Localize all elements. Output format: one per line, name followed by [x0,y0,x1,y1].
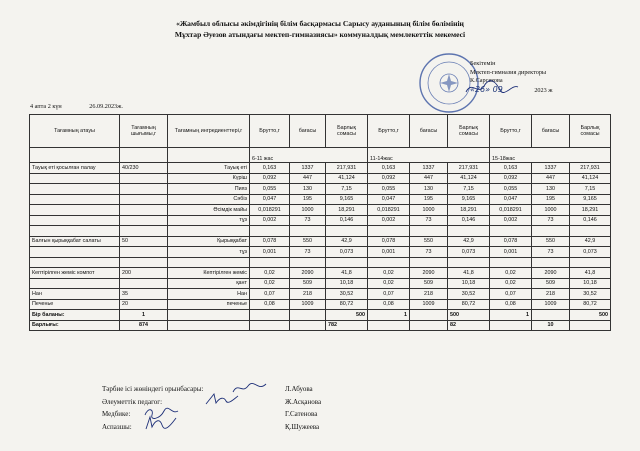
ingredient-cell: тұз [168,215,250,226]
dish-name-cell: Нан [30,289,120,300]
table-cell: 0,001 [250,247,290,258]
total-cell: 500 [448,310,490,321]
table-cell: 0,02 [490,278,532,289]
dish-name-cell: Печенье [30,299,120,310]
table-row [30,247,611,258]
menu-table [29,114,611,331]
dish-name-cell: Тауық еті қосылған палау [30,163,120,174]
total-cell: 500 [570,310,611,321]
ingredient-cell [168,257,250,268]
table-cell: 20 [120,299,168,310]
table-cell: 218 [410,289,448,300]
table-cell [250,257,290,268]
table-cell: 217,931 [326,163,368,174]
table-cell: 509 [290,278,326,289]
total-cell: 10 [532,320,570,331]
table-cell [532,226,570,237]
dish-name-cell [30,247,120,258]
table-row [30,257,611,268]
handwritten-signature-icon [202,391,242,407]
ingredient-cell [168,226,250,237]
table-cell: 195 [290,194,326,205]
table-cell: 80,72 [570,299,611,310]
per-child-row [30,310,611,321]
age-group: 6-11 жас [250,148,368,163]
ingredient-cell: печенье [168,299,250,310]
table-cell: 447 [290,173,326,184]
col-header: бағасы [410,115,448,148]
table-cell: 30,52 [448,289,490,300]
document-title [0,18,640,40]
table-cell [410,226,448,237]
table-cell: 2090 [410,268,448,279]
total-cell: 874 [120,320,168,331]
grand-total-row [30,320,611,331]
table-cell: 0,092 [368,173,410,184]
ingredient-cell: қант [168,278,250,289]
table-row [30,278,611,289]
signature-role: Медбике: [102,410,131,418]
table-cell: 7,15 [326,184,368,195]
total-cell: 82 [448,320,490,331]
table-cell: 130 [290,184,326,195]
table-row [30,205,611,216]
table-cell: 0,047 [250,194,290,205]
table-cell: 0,018291 [250,205,290,216]
ingredient-cell: Пияз [168,184,250,195]
ingredient-cell: тұз [168,247,250,258]
table-cell: 0,146 [448,215,490,226]
table-cell: 41,8 [570,268,611,279]
table-cell: 1009 [290,299,326,310]
table-cell: 0,073 [570,247,611,258]
signature-row [102,383,522,396]
table-cell: 0,092 [490,173,532,184]
table-cell: 0,163 [368,163,410,174]
table-cell: 73 [290,247,326,258]
table-cell: 550 [410,236,448,247]
col-header: Тағамның атауы [30,115,120,148]
table-cell: 0,002 [368,215,410,226]
signature-role: Әлеуметтік педагог: [102,397,163,406]
table-cell: 7,15 [570,184,611,195]
table-body [30,163,611,310]
table-cell: 217,931 [570,163,611,174]
table-cell: 40/230 [120,163,168,174]
table-cell: 0,02 [250,278,290,289]
signature-block [102,383,522,433]
total-cell: 1 [490,310,532,321]
table-cell: 9,165 [326,194,368,205]
table-cell: 0,018291 [490,205,532,216]
col-header: Барлық сомасы [570,115,611,148]
approval-handwritten-date: «26» 09 [470,84,503,94]
table-cell: 195 [410,194,448,205]
table-cell: 0,092 [250,173,290,184]
table-cell: 0,047 [368,194,410,205]
table-cell: 200 [120,268,168,279]
table-cell: 0,08 [368,299,410,310]
table-cell: 130 [532,184,570,195]
dish-name-cell [30,226,120,237]
col-header: Брутто,г [250,115,290,148]
total-cell: 782 [326,320,368,331]
table-cell: 1337 [410,163,448,174]
table-cell: 0,002 [250,215,290,226]
col-header: Брутто,г [368,115,410,148]
table-cell: 0,055 [250,184,290,195]
ingredient-cell: Күріш [168,173,250,184]
table-cell: 18,291 [326,205,368,216]
table-row [30,173,611,184]
table-cell [410,257,448,268]
table-cell: 30,52 [326,289,368,300]
table-cell: 41,124 [570,173,611,184]
col-header: бағасы [532,115,570,148]
total-cell: 1 [368,310,410,321]
table-cell [326,257,368,268]
table-cell: 0,001 [368,247,410,258]
ingredient-cell: Кептірілген жеміс [168,268,250,279]
table-cell: 217,931 [448,163,490,174]
table-cell [448,257,490,268]
table-cell [250,226,290,237]
handwritten-signature-icon [142,415,182,431]
table-cell: 0,001 [490,247,532,258]
table-cell: 1000 [532,205,570,216]
table-cell [120,184,168,195]
table-cell: 0,02 [490,268,532,279]
table-cell: 73 [532,215,570,226]
table-row [30,163,611,174]
table-cell: 1337 [532,163,570,174]
signature-role: Тәрбие ісі жөніндегі орынбасары: [102,385,204,393]
table-cell: 41,8 [448,268,490,279]
ingredient-cell: Қырыққабат [168,236,250,247]
table-cell: 130 [410,184,448,195]
table-cell [120,278,168,289]
table-cell [490,226,532,237]
age-group: 15-18жас [490,148,611,163]
table-cell: 1009 [532,299,570,310]
table-row [30,184,611,195]
table-cell [120,205,168,216]
table-cell: 50 [120,236,168,247]
approval-title: Бекітемін [470,60,496,67]
table-cell: 73 [532,247,570,258]
table-cell: 0,002 [490,215,532,226]
table-cell: 550 [290,236,326,247]
table-header-row [30,115,611,148]
table-cell [570,257,611,268]
table-cell: 42,9 [570,236,611,247]
table-cell: 0,07 [490,289,532,300]
table-cell: 10,18 [326,278,368,289]
table-cell: 10,18 [448,278,490,289]
table-cell: 0,078 [368,236,410,247]
table-cell: 2090 [290,268,326,279]
table-cell: 218 [290,289,326,300]
table-cell: 0,146 [326,215,368,226]
approval-name: К.Сарсекова [470,77,503,85]
table-row [30,194,611,205]
table-row [30,299,611,310]
table-cell: 80,72 [448,299,490,310]
dish-name-cell [30,173,120,184]
table-cell: 73 [410,247,448,258]
table-cell [290,226,326,237]
table-cell: 550 [532,236,570,247]
table-cell: 0,02 [368,278,410,289]
table-cell [532,257,570,268]
total-cell: 500 [326,310,368,321]
table-cell: 447 [410,173,448,184]
dish-name-cell [30,257,120,268]
col-header: бағасы [290,115,326,148]
dish-name-cell: Балғын қырыққабат салаты [30,236,120,247]
director-signature-icon [462,78,522,98]
table-cell: 218 [532,289,570,300]
table-cell [120,257,168,268]
total-label: Барлығы: [30,320,120,331]
table-cell: 0,08 [490,299,532,310]
table-cell: 41,8 [326,268,368,279]
approval-year: 2023 ж [534,86,553,94]
table-row [30,236,611,247]
table-cell [120,247,168,258]
dish-name-cell [30,194,120,205]
table-cell: 0,055 [490,184,532,195]
table-cell: 80,72 [326,299,368,310]
table-cell [448,226,490,237]
table-cell [290,257,326,268]
age-group: 11-14жас [368,148,490,163]
table-cell: 509 [532,278,570,289]
table-cell: 509 [410,278,448,289]
table-cell: 0,146 [570,215,611,226]
table-cell: 0,07 [368,289,410,300]
table-cell [120,194,168,205]
total-label: Бір баланы: [30,310,120,321]
table-cell: 0,02 [250,268,290,279]
table-cell: 0,02 [368,268,410,279]
table-cell [570,226,611,237]
table-cell: 9,165 [448,194,490,205]
dish-name-cell [30,184,120,195]
signature-name: Қ.Шужеева [285,422,320,431]
table-cell: 35 [120,289,168,300]
title-line-1: «Жамбыл облысы әкімдігінің білім басқармасы Сарысу ауданының білім бөлімінің [176,19,464,28]
table-cell: 0,163 [250,163,290,174]
table-cell: 0,073 [326,247,368,258]
signature-name: Г.Сатенова [285,410,318,418]
table-cell [368,257,410,268]
signature-role: Аспазшы: [102,422,132,431]
table-cell: 41,124 [326,173,368,184]
table-cell: 42,9 [326,236,368,247]
menu-date: 26.09.2023ж. [89,103,123,110]
table-cell: 30,52 [570,289,611,300]
menu-date-line [30,103,149,110]
table-cell: 1009 [410,299,448,310]
col-header: Тағамның шығымы,г [120,115,168,148]
table-row [30,215,611,226]
table-row [30,226,611,237]
ingredient-cell: Өсімдік майы [168,205,250,216]
table-row [30,268,611,279]
dish-name-cell: Кептірілген жеміс компот [30,268,120,279]
table-cell: 18,291 [570,205,611,216]
table-cell: 0,073 [448,247,490,258]
table-cell: 0,078 [250,236,290,247]
age-group-row [30,148,611,163]
col-header: Барлық сомасы [326,115,368,148]
table-cell: 0,018291 [368,205,410,216]
dish-name-cell [30,205,120,216]
signature-name: Л.Абуова [285,385,313,393]
col-header: Барлық сомасы [448,115,490,148]
dish-name-cell [30,215,120,226]
table-row [30,289,611,300]
table-cell: 2090 [532,268,570,279]
table-cell [490,257,532,268]
table-cell: 10,18 [570,278,611,289]
table-cell: 0,055 [368,184,410,195]
table-cell [120,226,168,237]
signature-row [102,421,522,434]
table-cell [120,173,168,184]
table-cell: 73 [410,215,448,226]
table-cell: 42,9 [448,236,490,247]
table-cell: 447 [532,173,570,184]
table-cell: 0,07 [250,289,290,300]
table-cell [326,226,368,237]
title-line-2: Мұхтар Әуезов атындағы мектеп-гимназиясы» коммуналдық мемлекеттік мекемесі [174,30,466,39]
ingredient-cell: Нан [168,289,250,300]
table-cell: 73 [290,215,326,226]
table-cell: 0,078 [490,236,532,247]
col-header: Брутто,г [490,115,532,148]
table-cell: 9,165 [570,194,611,205]
table-cell: 0,047 [490,194,532,205]
table-cell: 1337 [290,163,326,174]
signature-name: Ж.Асқанова [285,397,322,406]
table-cell [368,226,410,237]
table-cell: 18,291 [448,205,490,216]
week-day: 4 апта 2 күн [30,103,62,110]
table-cell: 1000 [290,205,326,216]
table-cell: 0,163 [490,163,532,174]
col-header: Тағамның ингредиенттері,г [168,115,250,148]
approval-position: Мектеп-гимназия директоры [470,68,547,76]
dish-name-cell [30,278,120,289]
total-cell: 1 [120,310,168,321]
table-cell: 195 [532,194,570,205]
table-cell: 1000 [410,205,448,216]
table-cell: 41,124 [448,173,490,184]
table-cell: 7,15 [448,184,490,195]
table-cell [120,215,168,226]
table-cell: 0,08 [250,299,290,310]
ingredient-cell: Сәбіз [168,194,250,205]
ingredient-cell: Тауық еті [168,163,250,174]
